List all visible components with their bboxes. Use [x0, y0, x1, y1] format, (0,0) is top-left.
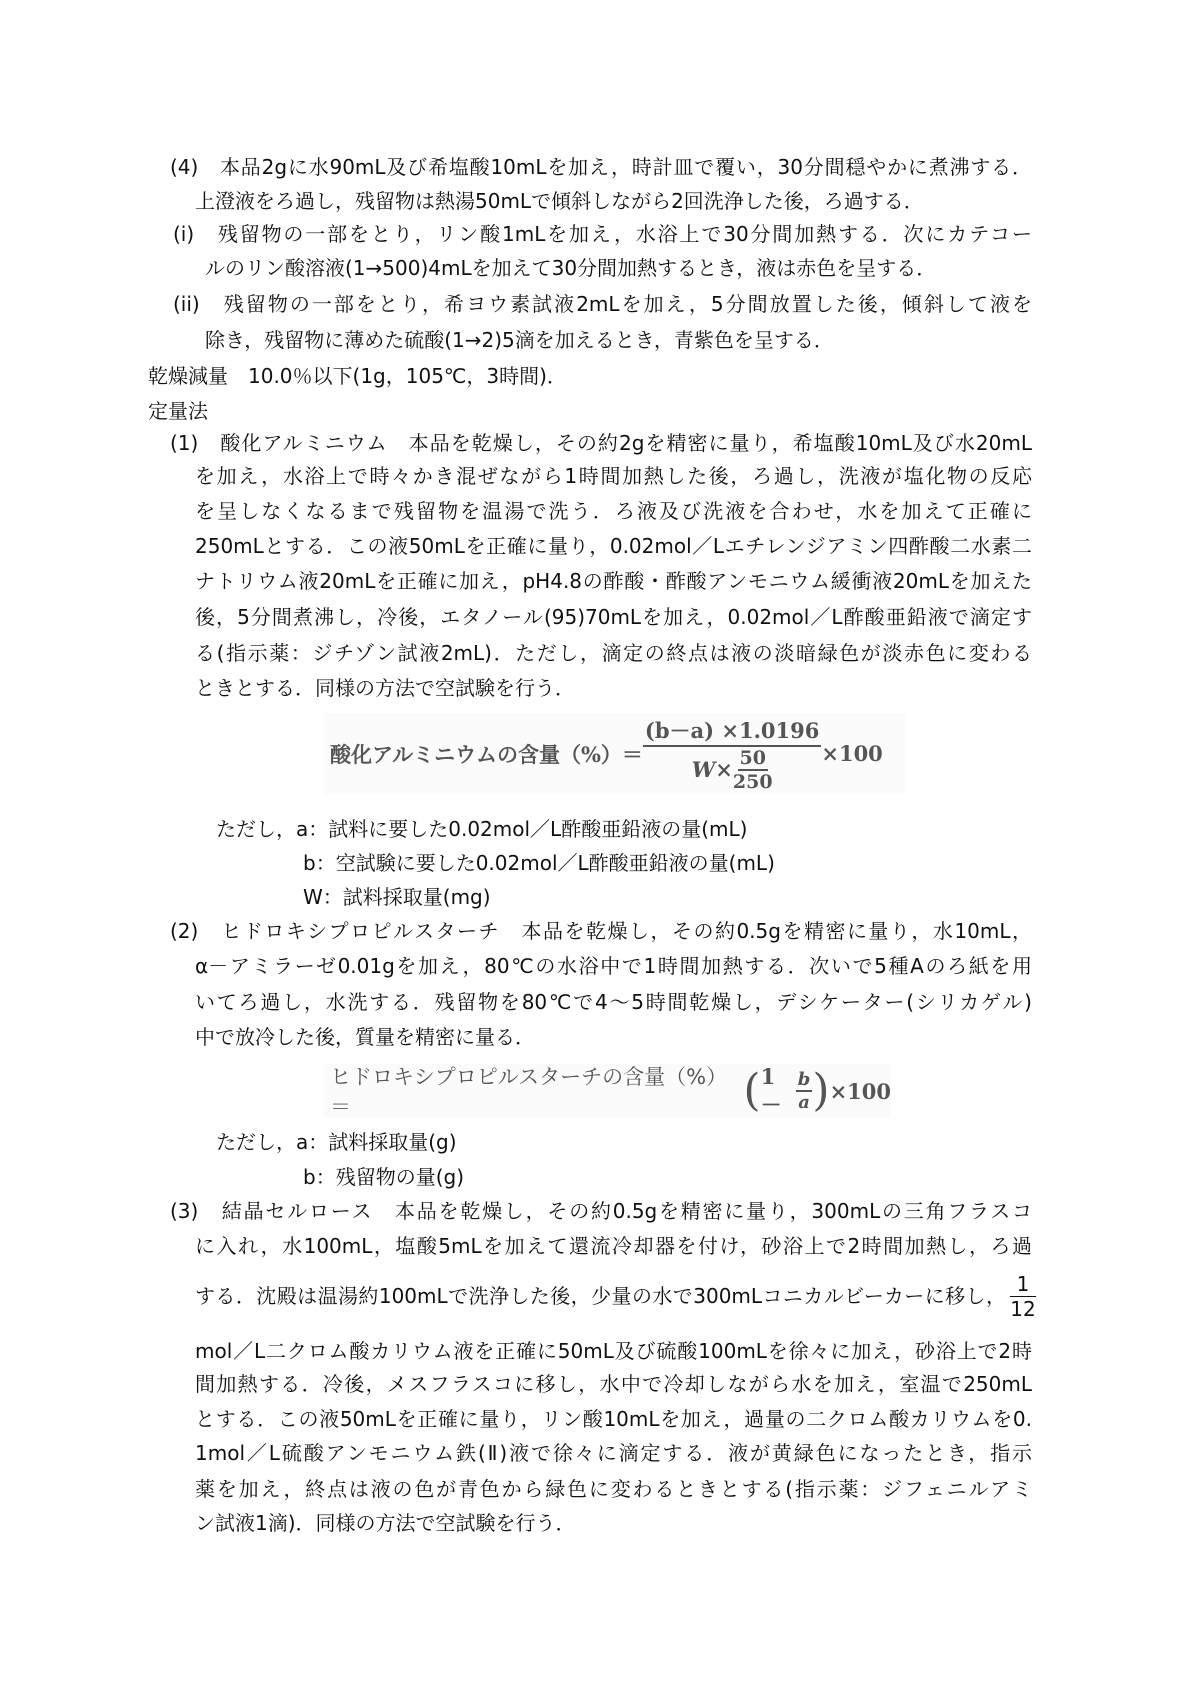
hydroxypropyl-starch-formula: ヒドロキシプロピルスターチの含量（%）＝ ( 1－ $\frac{b}{a}$ ) ×100 — [324, 1064, 891, 1118]
paragraph-line: (4) 本品2gに水90mL及び希塩酸10mLを加え，時計皿で覆い，30分間穏やかに煮沸する． — [170, 155, 1032, 179]
formula-label: 酸化アルミニウムの含量（%）＝ — [330, 741, 643, 767]
definition-line: ただし，a：試料に要した0.02mol／L酢酸亜鉛液の量(mL) — [216, 817, 748, 841]
assay-heading: 定量法 — [148, 399, 208, 423]
paragraph-line: (3) 結晶セルロース 本品を乾燥し，その約0.5gを精密に量り，300mLの三角フラスコ — [170, 1199, 1032, 1223]
formula-denominator — [692, 747, 773, 793]
paragraph-line: いてろ過し，水洗する．残留物を80℃で4～5時間乾燥し，デシケーター(シリカゲル) — [195, 990, 1032, 1014]
aluminum-oxide-formula — [324, 713, 905, 794]
fraction-numerator: 1 — [1010, 1272, 1036, 1297]
definition-line: b：残留物の量(g) — [303, 1165, 464, 1189]
inline-fraction — [1010, 1272, 1036, 1321]
paragraph-line: 中で放冷した後，質量を精密に量る． — [195, 1025, 535, 1049]
formula-tail: ×100 — [821, 741, 883, 766]
paragraph-line: ルのリン酸溶液(1→500)4mLを加えて30分間加熱するとき，液は赤色を呈する． — [205, 256, 937, 280]
formula-fraction — [643, 715, 821, 793]
paragraph-line: 後，5分間煮沸し，冷後，エタノール(95)70mLを加え，0.02mol／L酢酸亜鉛液で滴定す — [195, 605, 1032, 629]
definition-line: ただし，a：試料採取量(g) — [216, 1130, 457, 1154]
formula-denominator: a — [798, 1092, 810, 1113]
definition-line: b：空試験に要した0.02mol／L酢酸亜鉛液の量(mL) — [303, 851, 775, 875]
paragraph-line: 1mol／L硫酸アンモニウム鉄(Ⅱ)液で徐々に滴定する．液が黄緑色になったとき，指示 — [195, 1441, 1032, 1465]
paragraph-line: を加え，水浴上で時々かき混ぜながら1時間加熱した後，ろ過し，洗液が塩化物の反応 — [195, 464, 1032, 488]
paragraph-line: (2) ヒドロキシプロピルスターチ 本品を乾燥し，その約0.5gを精密に量り，水10mL， — [170, 919, 1032, 943]
paragraph-line: (1) 酸化アルミニウム 本品を乾燥し，その約2gを精密に量り，希塩酸10mL及び水20mL — [170, 431, 1032, 455]
definition-line: W：試料採取量(mg) — [303, 885, 491, 909]
fraction-denominator: 12 — [1010, 1297, 1036, 1321]
paragraph-line: 間加熱する．冷後，メスフラスコに移し，水中で冷却しながら水を加え，室温で250mL — [195, 1372, 1032, 1396]
paragraph-line: ン試液1滴)．同様の方法で空試験を行う． — [195, 1511, 576, 1535]
paragraph-line: mol／L二クロム酸カリウム液を正確に50mL及び硫酸100mLを徐々に加え，砂浴上で2時 — [195, 1339, 1032, 1363]
paragraph-line: に入れ，水100mL，塩酸5mLを加えて還流冷却器を付け，砂浴上で2時間加熱し，ろ過 — [195, 1234, 1032, 1258]
paragraph-line: (i) 残留物の一部をとり，リン酸1mLを加え，水浴上で30分間加熱する．次にカテコー — [173, 222, 1032, 246]
paragraph-line: (ii) 残留物の一部をとり，希ヨウ素試液2mLを加え，5分間放置した後，傾斜して液を — [173, 292, 1032, 316]
paragraph-line: α－アミラーゼ0.01gを加え，80℃の水浴中で1時間加熱する．次いで5種Aのろ紙を用 — [195, 954, 1032, 978]
paragraph-line: 250mLとする．この液50mLを正確に量り，0.02mol／Lエチレンジアミン四酢酸二水素二 — [195, 534, 1032, 558]
paragraph-line: 薬を加え，終点は液の色が青色から緑色に変わるときとする(指示薬：ジフェニルアミ — [195, 1477, 1032, 1501]
paragraph-line: 上澄液をろ過し，残留物は熱湯50mLで傾斜しながら2回洗浄した後，ろ過する． — [195, 189, 924, 213]
paragraph-line: ナトリウム液20mLを正確に加え，pH4.8の酢酸・酢酸アンモニウム緩衝液20mLを加えた — [195, 569, 1032, 593]
formula-w: W× — [691, 757, 733, 782]
formula-numerator: b — [797, 1069, 811, 1090]
paragraph-line: を呈しなくなるまで残留物を温湯で洗う．ろ液及び洗液を合わせ，水を加えて正確に — [195, 499, 1032, 523]
loss-on-drying: 乾燥減量 10.0％以下(1g，105℃，3時間)． — [148, 364, 567, 388]
formula-numerator: (b－a) ×1.0196 — [643, 715, 821, 747]
paragraph-line: 除き，残留物に薄めた硫酸(1→2)5滴を加えるとき，青紫色を呈する． — [205, 328, 834, 352]
formula-one: 1－ — [760, 1063, 782, 1117]
paragraph-line: ときとする．同様の方法で空試験を行う． — [195, 676, 575, 700]
paragraph-line: する．沈殿は温湯約100mLで洗浄した後，少量の水で300mLコニカルビーカーに移し， — [195, 1284, 1006, 1308]
formula-sub-denominator: 250 — [732, 770, 773, 793]
formula-label: ヒドロキシプロピルスターチの含量（%）＝ — [330, 1065, 728, 1119]
paragraph-line: る(指示薬：ジチゾン試液2mL)．ただし，滴定の終点は液の淡暗緑色が淡赤色に変わる — [195, 641, 1032, 665]
formula-sub-numerator: 50 — [739, 746, 766, 769]
formula-tail: ×100 — [829, 1078, 891, 1104]
paragraph-line: とする．この液50mLを正確に量り，リン酸10mLを加え，過量の二クロム酸カリウムを0. — [195, 1407, 1032, 1431]
